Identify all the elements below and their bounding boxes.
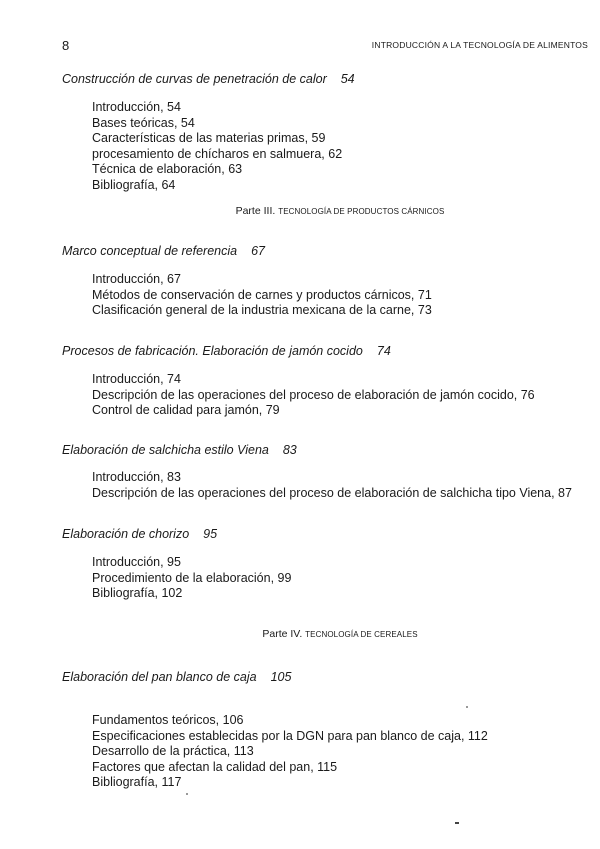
toc-item: Introducción, 95: [92, 555, 181, 569]
chapter-page: 95: [203, 527, 218, 541]
part-title: TECNOLOGÍA DE CEREALES: [305, 630, 418, 639]
chapter-heading: [62, 443, 297, 457]
toc-item: Bases teóricas, 54: [92, 115, 195, 130]
toc-item: Bibliografía, 64: [92, 177, 176, 192]
toc-item: Métodos de conservación de carnes y productos cárnicos, 71: [92, 287, 432, 302]
toc-item: Introducción, 54: [92, 100, 181, 114]
running-head: INTRODUCCIÓN A LA TECNOLOGÍA DE ALIMENTOS: [371, 40, 588, 50]
chapter-title: Elaboración del pan blanco de caja: [62, 670, 257, 684]
part-label: Parte IV.: [262, 628, 303, 640]
toc-item: Fundamentos teóricos, 106: [92, 713, 244, 727]
section-items: [92, 470, 572, 501]
section-items: [92, 555, 291, 602]
scan-speck: [186, 793, 188, 795]
toc-item: Bibliografía, 102: [92, 586, 183, 600]
chapter-page: 105: [270, 670, 292, 684]
scan-speck: [455, 822, 459, 824]
toc-item: Introducción, 74: [92, 372, 181, 386]
toc-item: Clasificación general de la industria mexicana de la carne, 73: [92, 303, 432, 317]
chapter-heading: [62, 344, 391, 358]
chapter-page: 54: [340, 72, 355, 86]
toc-item: Control de calidad para jamón, 79: [92, 403, 280, 417]
scan-speck: [466, 706, 468, 708]
section-items: [92, 372, 535, 419]
toc-item: Factores que afectan la calidad del pan, 115: [92, 759, 338, 774]
toc-item: Descripción de las operaciones del proceso de elaboración de salchicha tipo Viena, 87: [92, 485, 572, 500]
chapter-title: Procesos de fabricación. Elaboración de jamón cocido: [62, 344, 363, 358]
chapter-page: 83: [282, 443, 297, 457]
toc-item: Introducción, 83: [92, 470, 181, 484]
chapter-title: Construcción de curvas de penetración de calor: [62, 72, 327, 86]
part-heading: [40, 628, 600, 640]
chapter-heading: [62, 670, 291, 684]
toc-item: Desarrollo de la práctica, 113: [92, 744, 254, 758]
chapter-heading: [62, 527, 217, 541]
part-heading: [40, 205, 600, 217]
chapter-heading: [62, 72, 355, 86]
toc-item: Especificaciones establecidas por la DGN para pan blanco de caja, 112: [92, 728, 488, 743]
chapter-heading: [62, 244, 265, 258]
toc-item: procesamiento de chícharos en salmuera, 62: [92, 146, 343, 161]
toc-item: Técnica de elaboración, 63: [92, 162, 243, 176]
chapter-title: Elaboración de chorizo: [62, 527, 190, 541]
toc-item: Descripción de las operaciones del proceso de elaboración de jamón cocido, 76: [92, 387, 535, 402]
toc-item: Introducción, 67: [92, 272, 181, 286]
section-items: [92, 272, 432, 319]
page-number: 8: [62, 38, 70, 53]
toc-item: Bibliografía, 117: [92, 775, 182, 789]
part-label: Parte III.: [235, 205, 276, 217]
chapter-page: 74: [376, 344, 391, 358]
toc-item: Características de las materias primas, 59: [92, 131, 326, 145]
chapter-title: Marco conceptual de referencia: [62, 244, 238, 258]
part-title: TECNOLOGÍA DE PRODUCTOS CÁRNICOS: [278, 207, 445, 216]
toc-item: Procedimiento de la elaboración, 99: [92, 570, 292, 585]
section-items: [92, 100, 342, 193]
chapter-title: Elaboración de salchicha estilo Viena: [62, 443, 269, 457]
chapter-page: 67: [251, 244, 266, 258]
section-items: [92, 713, 488, 791]
